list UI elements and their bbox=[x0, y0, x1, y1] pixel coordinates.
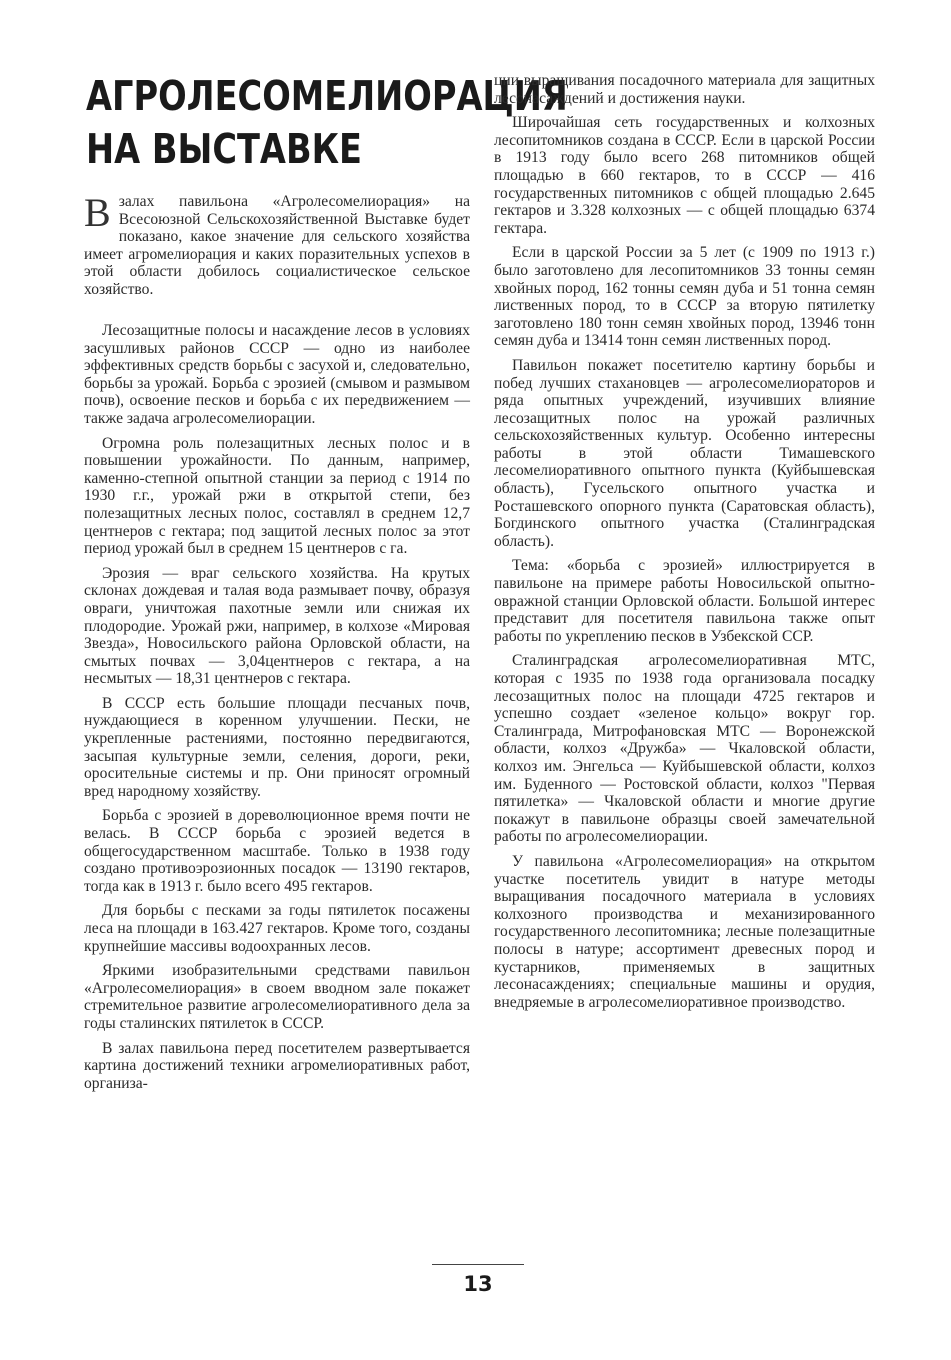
article-title bbox=[86, 70, 568, 176]
paragraph: Тема: «борьба с эрозией» иллюстрируется в павильоне на примере работы Новосильской опытно-овражной станции Орловской области. Большой интерес представит для посетителя павильона также опыт работы по укреплению песков в Узбекской ССР. bbox=[494, 557, 875, 645]
paragraph: Если в царской России за 5 лет (с 1909 по 1913 г.) было заготовлено для лесопитомников 33 тонны семян хвойных пород, 162 тонны семян дуба и 51 тонна семян лиственных пород, то в СССР за вторую пятилетку заготовлено 180 тонн семян хвойных пород, 13946 тонн семян дуба и 13414 тонн семян лиственных пород. bbox=[494, 244, 875, 350]
footer-rule bbox=[432, 1264, 524, 1265]
left-column-text bbox=[84, 322, 470, 1092]
paragraph: Борьба с эрозией в дореволюционное время почти не велась. В СССР борьба с эрозией ведется в общегосударственном масштабе. Только в 1938 году создано противоэрозионных посадок — 13190 гектаров, тогда как в 1913 г. было всего 495 гектаров. bbox=[84, 807, 470, 895]
intro-paragraph bbox=[84, 190, 470, 299]
article-title-line-1: АГРОЛЕСОМЕЛИОРАЦИЯ bbox=[86, 72, 568, 120]
paragraph: У павильона «Агролесомелиорация» на открытом участке посетитель увидит в натуре методы выращивания посадочного материала в условиях колхозного производства и механизированного государственного лесопитомника; лесные полезащитные полосы в натуре; ассортимент древесных пород и кустарников, применяемых в защитных лесонасаждениях; специальные машины и орудия, внедряемые в агролесомелиоративное производство. bbox=[494, 852, 875, 1011]
paragraph: ции выращивания посадочного материала для защитных лесонасаждений и достижения науки. bbox=[494, 72, 875, 107]
paragraph: В залах павильона перед посетителем развертывается картина достижений техники агромелиоративных работ, организа- bbox=[84, 1039, 470, 1092]
page-number: 13 bbox=[463, 1272, 493, 1296]
paragraph: Яркими изобразительными средствами павильон «Агролесомелиорация» в своем вводном зале покажет стремительное развитие агролесомелиоративного дела за годы сталинских пятилеток в СССР. bbox=[84, 962, 470, 1032]
intro-text: залах павильона «Агролесомелиорация» на Всесоюзной Сельскохозяйственной Выставке будет показано, какое значение для сельского хозяйства имеет агромелиорация и каких поразительных успехов в этой области добилось социалистическое сельское хозяйство. bbox=[84, 193, 470, 298]
paragraph: В СССР есть большие площади песчаных почв, нуждающиеся в коренном улучшении. Пески, не укрепленные растениями, постоянно передвигаются, засыпая культурные земли, селения, дороги, реки, оросительные системы и пр. Они приносят огромный вред народному хозяйству. bbox=[84, 694, 470, 800]
paragraph: Сталинградская агролесомелиоративная МТС, которая с 1935 по 1938 года организовала посадку лесозащитных полос на площади 4725 гектаров и успешно создает «зеленое кольцо» вокруг гор. Сталинграда, Митрофановская МТС — Воронежской области, колхоз «Дружба» — Чкаловской области, колхоз им. Энгельса — Куйбышевской области, колхоз им. Буденного — Ростовской области, колхоз "Первая пятилетка» — Чкаловской области и многие другие покажут в павильоне образцы своей замечательной работы по агролесомелиорации. bbox=[494, 652, 875, 846]
paragraph: Павильон покажет посетителю картину борьбы и побед лучших стахановцев — агролесомелиораторов и ряда опытных учреждений, изучивших влияние лесозащитных полос на урожай различных сельскохозяйственных культур. Особенно интересны работы в этой области Тимашевского лесомелиоративного опытного пункта (Куйбышевская область), Гусельского опытного участка и Росташевского опорного пункта (Саратовская область), Богдинского опытного участка (Сталинградская область). bbox=[494, 356, 875, 550]
paragraph: Эрозия — враг сельского хозяйства. На крутых склонах дождевая и талая вода размывает почву, образуя овраги, уничтожая пахотные земли или снижая их плодородие. Урожай ржи, например, в колхозе «Мировая Звезда», Новосильского района Орловской области, на смытых почвах — 3,04центнеров с гектара, а на несмытых — 18,31 центнеров с гектара. bbox=[84, 564, 470, 688]
paragraph: Лесозащитные полосы и насаждение лесов в условиях засушливых районов СССР — одно из наиболее эффективных средств борьбы с засухой и, следовательно, борьбы за урожай. Борьба с эрозией (смывом и размывом почв), освоение песков и борьба с их передвижением — также задача агролесомелиорации. bbox=[84, 322, 470, 427]
intro-paragraph-block bbox=[84, 190, 470, 299]
article-title-line-2: НА ВЫСТАВКЕ bbox=[86, 125, 363, 173]
paragraph: Огромна роль полезащитных лесных полос и в повышении урожайности. По данным, например, каменно-степной опытной станции за период с 1914 по 1930 г.г., урожай ржи в открытой степи, без полезащитных лесных полос, составлял в среднем 12,7 центнеров с гектара; под защитой лесных полос за этот период урожай был в среднем 15 центнеров с га. bbox=[84, 434, 470, 558]
paragraph: Широчайшая сеть государственных и колхозных лесопитомников создана в СССР. Если в царской России в 1913 году было всего 268 питомников общей площадью в 660 гектаров, то в СССР — 416 государственных питомников с общей площадью 2.645 гектаров и 3.328 колхозных — с общей площадью 6374 гектара. bbox=[494, 114, 875, 237]
drop-cap: В bbox=[84, 190, 111, 235]
right-column-text bbox=[494, 72, 875, 1011]
paragraph: Для борьбы с песками за годы пятилеток посажены леса на площади в 163.427 гектаров. Кроме того, созданы крупнейшие массивы водоохранных лесов. bbox=[84, 902, 470, 955]
